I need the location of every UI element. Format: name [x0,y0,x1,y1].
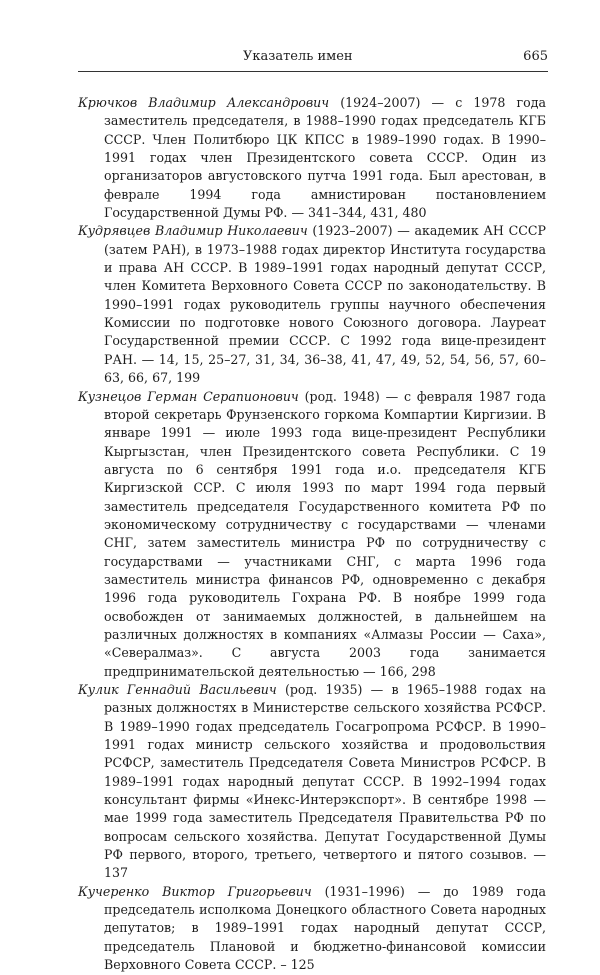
entry-text: (род. 1935) — в 1965–1988 годах на разных должностях в Министерстве сельского хозяйства РСФСР. В 1989–1990 годах председатель Госагропрома РСФСР. В 1990–1991 годах министр сельского хозяйства и продовольствия РСФСР, заместитель Председателя Совета Министров РСФСР. В 1989–1991 годах народный депутат СССР. В 1992–1994 годах консультант фирмы «Инекс-Интерэкспорт». В сентябре 1998 — мае 1999 года заместитель Председателя Правительства РФ по вопросам сельского хозяйства. Депутат Государственной Думы РФ первого, второго, третьего, четвертого и пятого созывов. — 137 [104,682,546,881]
entry-name: Кулик Геннадий Васильевич [78,682,277,697]
entry-name: Кучеренко Виктор Григорьевич [78,883,312,899]
entry-text: (1931–1996) — до 1989 года председатель исполкома Донецкого областного Совета народных депутатов; в 1989–1991 годах народный депутат СССР, председатель Плановой и бюджетно-финансовой комиссии Верховного Совета СССР. – 125 [104,883,546,973]
entry-text: (1923–2007) — академик АН СССР (затем РАН), в 1973–1988 годах директор Института государства и права АН СССР. В 1989–1991 годах народный депутат СССР, член Комитета Верховного Совета СССР по законодательству. В 1990–1991 годах руководитель группы научного обеспечения Комиссии по подготовке нового Союзного договора. Лауреат Государственной премии СССР. С 1992 года вице-президент РАН. — 14, 15, 25–27, 31, 34, 36–38, 41, 47, 49, 52, 54, 56, 57, 60–63, 66, 67, 199 [104,223,546,386]
index-entry [78,222,546,387]
entry-name: Крючков Владимир Александрович [78,95,330,110]
entry-name: Кузнецов Герман Серапионович [78,388,299,404]
index-entry [78,681,546,883]
name-index [78,94,546,975]
running-header-title: Указатель имен [243,49,353,64]
running-header [78,49,548,72]
entry-text: (1924–2007) — с 1978 года заместитель председателя, в 1988–1990 годах председатель КГБ СССР. Член Политбюро ЦК КПСС в 1989–1990 годах. В 1990–1991 годах член Президентского совета СССР. Один из организаторов августовского путча 1991 года. Был арестован, в феврале 1994 года амнистирован постановлением Государственной Думы РФ. — 341–344, 431, 480 [104,95,546,221]
entry-text: (род. 1948) — с февраля 1987 года второй секретарь Фрунзенского горкома Компартии Киргизии. В январе 1991 — июле 1993 года вице-президент Республики Кыргызстан, член Президентского совета Республики. С 19 августа по 6 сентября 1991 года и.о. председателя КГБ Киргизской ССР. С июля 1993 по март 1994 года первый заместитель председателя Государственного комитета РФ по экономическому сотрудничеству с государствами — членами СНГ, затем заместитель министра РФ по сотрудничеству с государствами — участниками СНГ, с марта 1996 года заместитель министра финансов РФ, одновременно с декабря 1996 года руководитель Гохрана РФ. В ноябре 1999 года освобожден от занимаемых должностей, в дальнейшем на различных должностях в компаниях «Алмазы России — Саха», «Севералмаз». С августа 2003 года занимается предпринимательской деятельностью — 166, 298 [104,388,546,679]
index-entry [78,388,546,682]
index-entry [78,883,546,975]
entry-name: Кудрявцев Владимир Николаевич [78,223,308,239]
index-entry [78,94,546,222]
page-number: 665 [523,49,548,64]
